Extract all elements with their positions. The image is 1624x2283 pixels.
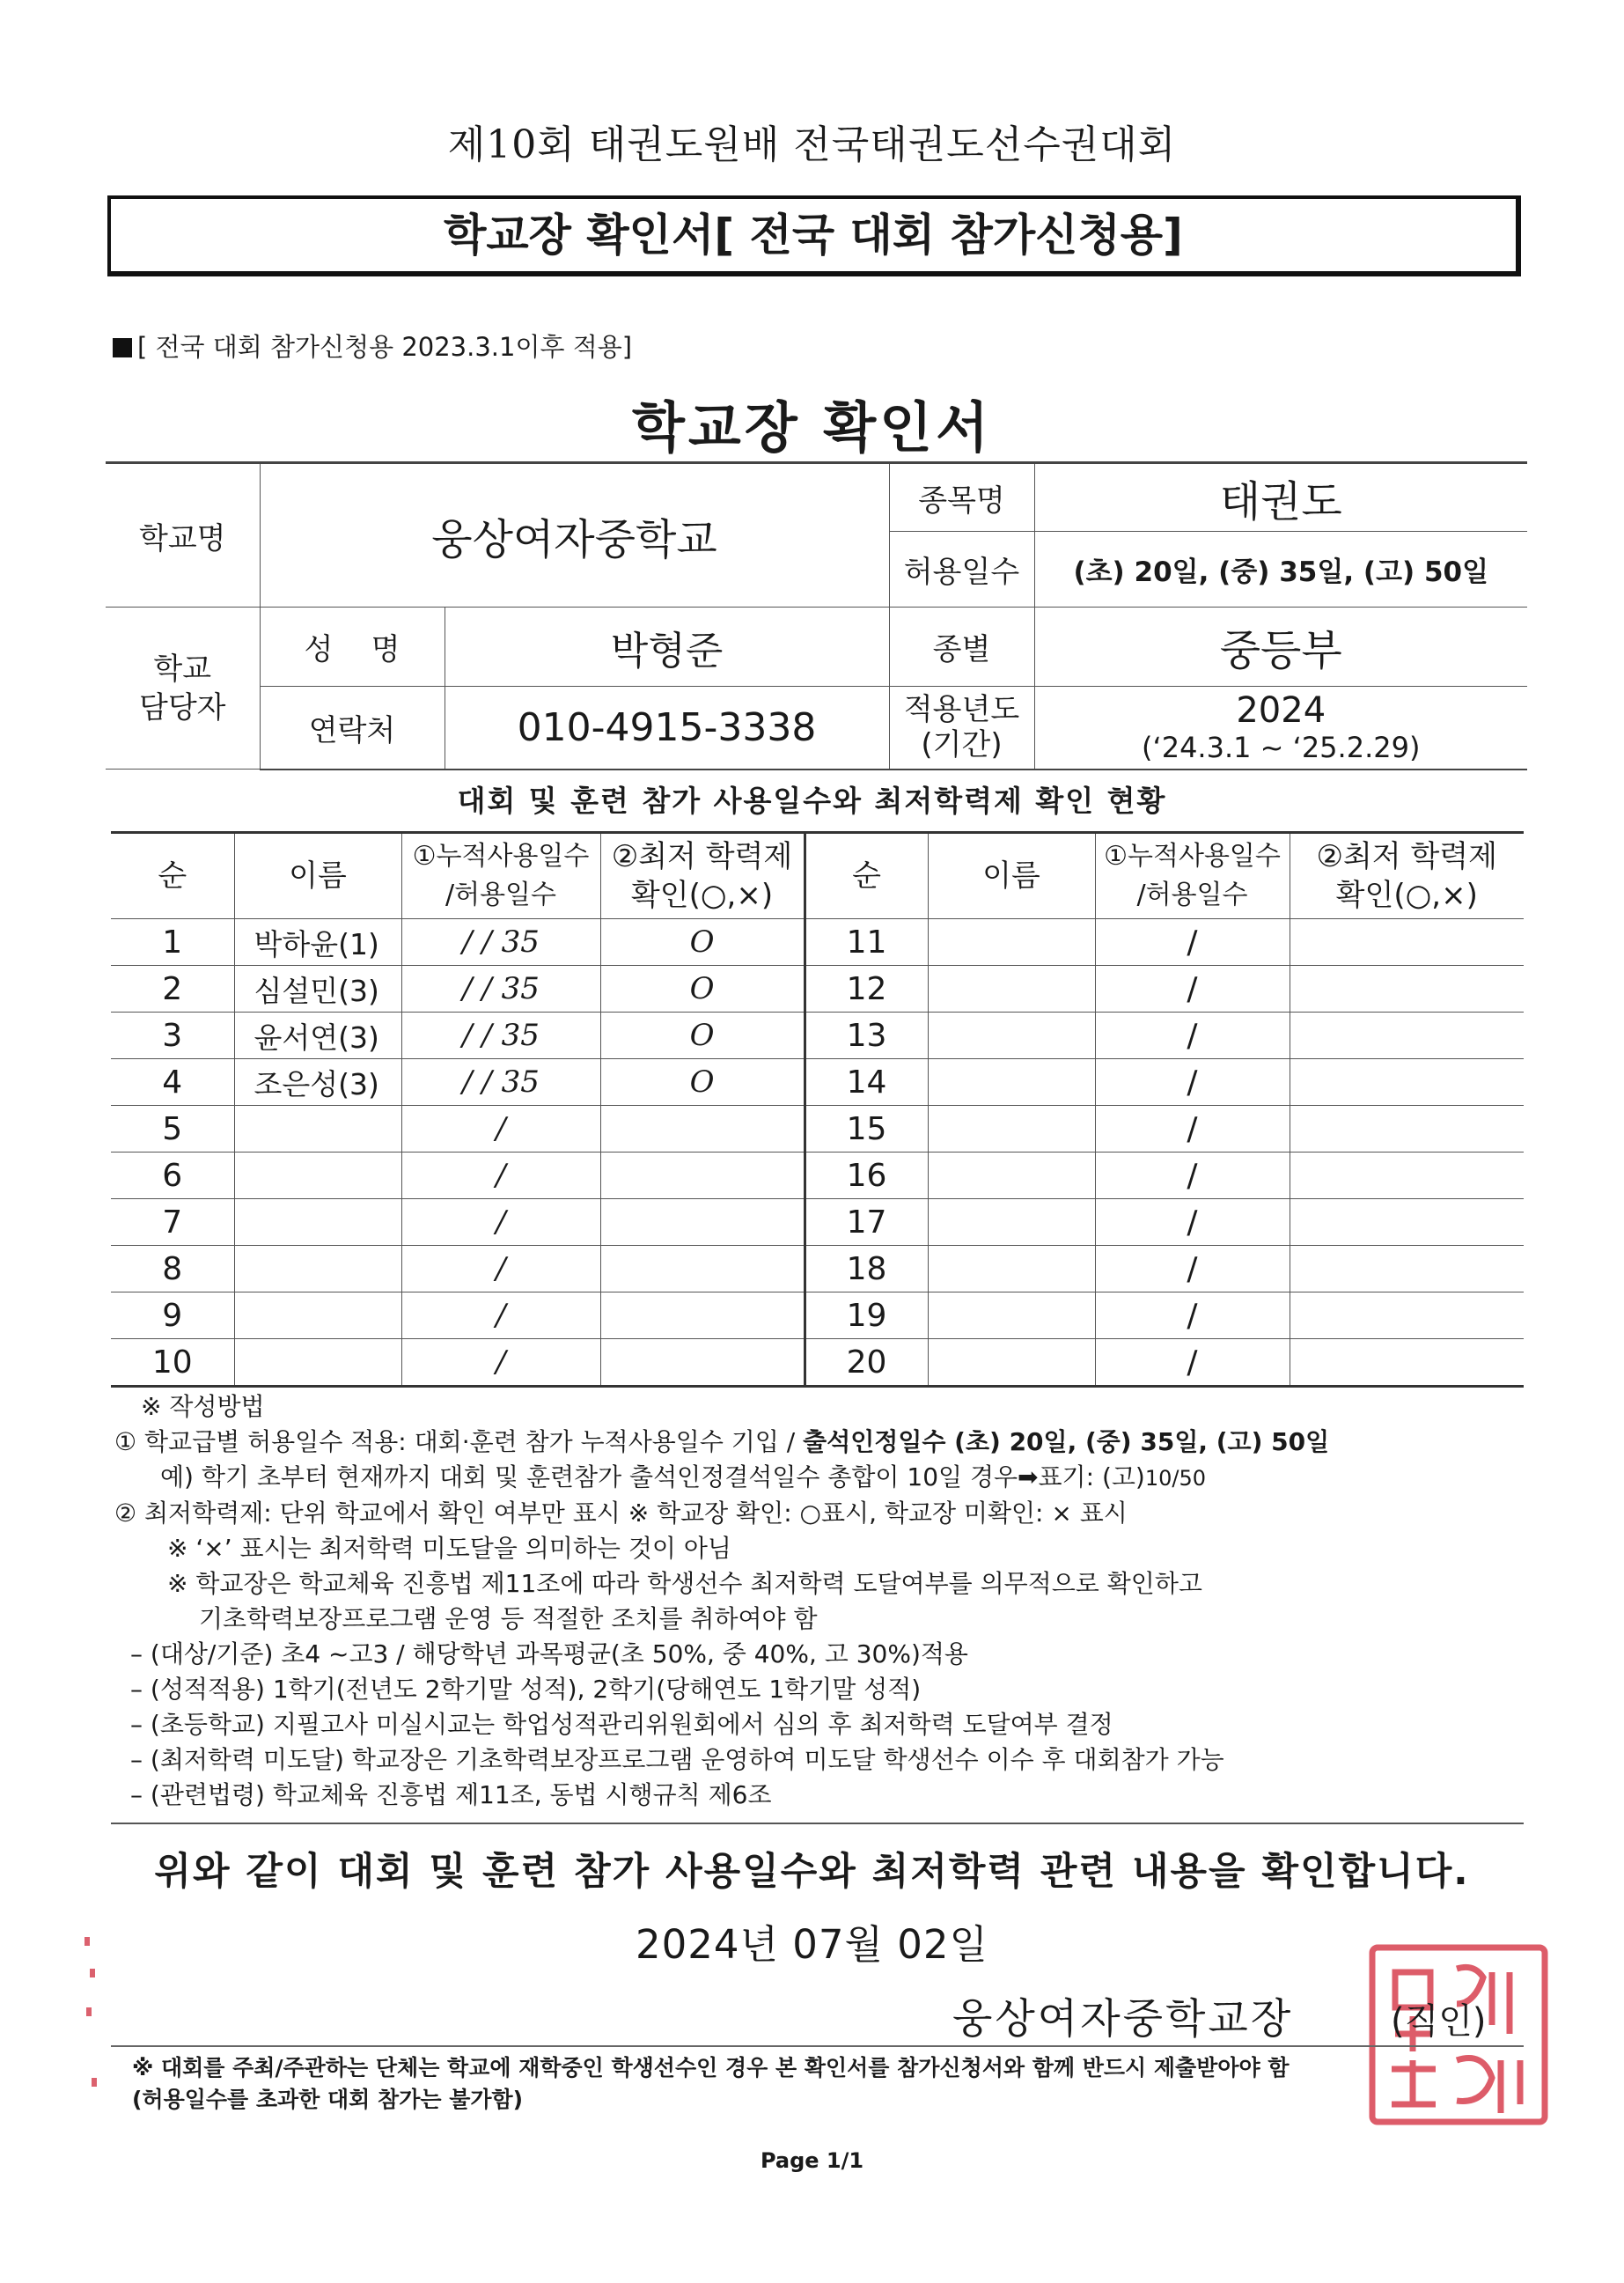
row-number: 12 bbox=[805, 966, 928, 1013]
table-row bbox=[111, 1292, 1524, 1339]
row-number: 13 bbox=[805, 1013, 928, 1059]
student-name bbox=[928, 966, 1095, 1013]
application-year-cell bbox=[1034, 687, 1527, 770]
method-line-4: ※ ‘×’ 표시는 최저학력 미도달을 의미하는 것이 아님 bbox=[167, 1534, 731, 1563]
col-header-name: 이름 bbox=[234, 833, 401, 919]
scan-mark bbox=[92, 2078, 97, 2087]
academic-check bbox=[1290, 1246, 1524, 1292]
footer-divider bbox=[111, 2045, 1524, 2047]
student-name bbox=[234, 1339, 401, 1387]
used-days: / bbox=[1095, 966, 1290, 1013]
principal-name: 웅상여자중학교장 bbox=[952, 1995, 1294, 2044]
page-title: 학교장 확인서 bbox=[632, 395, 992, 460]
used-days: / bbox=[1095, 919, 1290, 966]
submission-note-line-2: (허용일수를 초과한 대회 참가는 불가함) bbox=[132, 2087, 524, 2112]
scan-mark bbox=[90, 1969, 95, 1977]
student-name: 박하윤(1) bbox=[234, 919, 401, 966]
contact-value: 010-4915-3338 bbox=[445, 687, 889, 770]
academic-check bbox=[600, 1199, 805, 1246]
row-number: 20 bbox=[805, 1339, 928, 1387]
writing-method bbox=[114, 1389, 1540, 1813]
academic-check bbox=[600, 1153, 805, 1199]
section-divider bbox=[111, 1823, 1524, 1824]
used-days: / bbox=[1095, 1292, 1290, 1339]
method-line-1-text: ① 학교급별 허용일수 적용: 대회·훈련 참가 누적사용일수 기입 / bbox=[114, 1427, 804, 1456]
col-header-academic-right: ②최저 학력제 확인(○,×) bbox=[1290, 833, 1524, 919]
application-year-label: 적용년도 (기간) bbox=[889, 687, 1034, 770]
col-header-days: ①누적사용일수 /허용일수 bbox=[401, 833, 600, 919]
academic-check bbox=[600, 1246, 805, 1292]
row-number: 7 bbox=[111, 1199, 234, 1246]
row-number: 6 bbox=[111, 1153, 234, 1199]
row-number: 4 bbox=[111, 1059, 234, 1106]
row-number: 17 bbox=[805, 1199, 928, 1246]
used-days: / bbox=[401, 1153, 600, 1199]
academic-check bbox=[1290, 1153, 1524, 1199]
method-line-2-tail: 10/50 bbox=[1144, 1466, 1207, 1491]
academic-check bbox=[1290, 1292, 1524, 1339]
division-label: 종별 bbox=[889, 608, 1034, 687]
row-number: 10 bbox=[111, 1339, 234, 1387]
row-number: 1 bbox=[111, 919, 234, 966]
manager-name-value: 박형준 bbox=[445, 608, 889, 687]
used-days: / / 35 bbox=[401, 966, 600, 1013]
academic-check: O bbox=[600, 919, 805, 966]
table-row bbox=[111, 1059, 1524, 1106]
school-info-table bbox=[106, 461, 1527, 770]
used-days: / / 35 bbox=[401, 919, 600, 966]
event-title: 제10회 태권도원배 전국태권도선수권대회 bbox=[447, 122, 1177, 167]
academic-check bbox=[1290, 1106, 1524, 1153]
applicability-note-text: [ 전국 대회 참가신청용 2023.3.1이후 적용] bbox=[137, 332, 633, 362]
method-heading: ※ 작성방법 bbox=[141, 1392, 265, 1421]
method-line-9: – (초등학교) 지필고사 미실시교는 학업성적관리위원회에서 심의 후 최저학력 도달여부 결정 bbox=[130, 1710, 1113, 1739]
method-line-1 bbox=[114, 1425, 1540, 1460]
table-row bbox=[111, 919, 1524, 966]
col-header-academic: ②최저 학력제 확인(○,×) bbox=[600, 833, 805, 919]
used-days: / bbox=[401, 1339, 600, 1387]
row-number: 5 bbox=[111, 1106, 234, 1153]
method-line-2 bbox=[114, 1460, 1540, 1496]
student-name: 조은성(3) bbox=[234, 1059, 401, 1106]
row-number: 18 bbox=[805, 1246, 928, 1292]
used-days: / bbox=[401, 1106, 600, 1153]
row-number: 9 bbox=[111, 1292, 234, 1339]
row-number: 11 bbox=[805, 919, 928, 966]
allowed-days-value: (초) 20일, (중) 35일, (고) 50일 bbox=[1034, 532, 1527, 608]
academic-check bbox=[1290, 919, 1524, 966]
method-line-2-text: 예) 학기 초부터 현재까지 대회 및 훈련참가 출석인정결석일수 총합이 10일 경우➡표기: (고) bbox=[160, 1462, 1145, 1491]
method-line-5: ※ 학교장은 학교체육 진흥법 제11조에 따라 학생선수 최저학력 도달여부를 의무적으로 확인하고 bbox=[167, 1569, 1202, 1598]
student-name bbox=[928, 1199, 1095, 1246]
method-line-8: – (성적적용) 1학기(전년도 2학기말 성적), 2학기(당해연도 1학기말 성적) bbox=[130, 1675, 922, 1704]
school-name-value: 웅상여자중학교 bbox=[260, 463, 889, 608]
used-days: / / 35 bbox=[401, 1013, 600, 1059]
application-year-value: 2024 bbox=[1236, 690, 1326, 732]
row-number: 19 bbox=[805, 1292, 928, 1339]
contact-label: 연락처 bbox=[260, 687, 445, 770]
student-name bbox=[928, 1246, 1095, 1292]
submission-note-line-1: ※ 대회를 주최/주관하는 단체는 학교에 재학중인 학생선수인 경우 본 확인서를 참가신청서와 함께 반드시 제출받아야 함 bbox=[132, 2055, 1290, 2080]
division-value: 중등부 bbox=[1034, 608, 1527, 687]
academic-check: O bbox=[600, 1013, 805, 1059]
academic-check bbox=[600, 1106, 805, 1153]
status-section-title: 대회 및 훈련 참가 사용일수와 최저학력제 확인 현황 bbox=[457, 784, 1167, 818]
issue-date: 2024년 07월 02일 bbox=[635, 1921, 989, 1968]
table-row bbox=[111, 1106, 1524, 1153]
method-line-11: – (관련법령) 학교체육 진흥법 제11조, 동법 시행규칙 제6조 bbox=[130, 1780, 772, 1809]
used-days: / bbox=[1095, 1013, 1290, 1059]
method-line-1-bold: 출석인정일수 (초) 20일, (중) 35일, (고) 50일 bbox=[803, 1427, 1330, 1456]
scan-mark bbox=[86, 2007, 92, 2016]
used-days: / bbox=[1095, 1059, 1290, 1106]
student-name bbox=[234, 1153, 401, 1199]
table-row bbox=[111, 1013, 1524, 1059]
student-name bbox=[928, 1153, 1095, 1199]
used-days: / bbox=[1095, 1246, 1290, 1292]
col-header-days-right: ①누적사용일수 /허용일수 bbox=[1095, 833, 1290, 919]
applicability-note bbox=[113, 328, 632, 364]
academic-check bbox=[600, 1339, 805, 1387]
row-number: 14 bbox=[805, 1059, 928, 1106]
student-name bbox=[928, 1059, 1095, 1106]
used-days: / / 35 bbox=[401, 1059, 600, 1106]
table-row bbox=[111, 1339, 1524, 1387]
row-number: 2 bbox=[111, 966, 234, 1013]
used-days: / bbox=[401, 1246, 600, 1292]
school-manager-label: 학교 담당자 bbox=[106, 608, 260, 770]
student-name bbox=[928, 919, 1095, 966]
school-name-label: 학교명 bbox=[106, 463, 260, 608]
used-days: / bbox=[1095, 1153, 1290, 1199]
academic-check bbox=[1290, 966, 1524, 1013]
student-name bbox=[234, 1199, 401, 1246]
student-name: 심설민(3) bbox=[234, 966, 401, 1013]
square-bullet-icon bbox=[113, 338, 132, 357]
sport-label: 종목명 bbox=[889, 463, 1034, 532]
used-days: / bbox=[401, 1292, 600, 1339]
academic-check bbox=[1290, 1059, 1524, 1106]
seal-label: (직인) bbox=[1391, 2001, 1487, 2042]
table-row bbox=[111, 1153, 1524, 1199]
method-line-3: ② 최저학력제: 단위 학교에서 확인 여부만 표시 ※ 학교장 확인: ○표시, 학교장 미확인: × 표시 bbox=[114, 1499, 1128, 1528]
used-days: / bbox=[1095, 1106, 1290, 1153]
col-header-no-right: 순 bbox=[805, 833, 928, 919]
col-header-name-right: 이름 bbox=[928, 833, 1095, 919]
manager-name-label: 성 명 bbox=[260, 608, 445, 687]
academic-check: O bbox=[600, 966, 805, 1013]
row-number: 15 bbox=[805, 1106, 928, 1153]
status-table bbox=[111, 831, 1524, 1388]
row-number: 16 bbox=[805, 1153, 928, 1199]
academic-check bbox=[1290, 1339, 1524, 1387]
student-name bbox=[928, 1292, 1095, 1339]
method-line-6: 기초학력보장프로그램 운영 등 적절한 조치를 취하여야 함 bbox=[199, 1604, 818, 1633]
academic-check bbox=[1290, 1013, 1524, 1059]
confirmation-statement: 위와 같이 대회 및 훈련 참가 사용일수와 최저학력 관련 내용을 확인합니다. bbox=[154, 1850, 1470, 1894]
table-row bbox=[111, 1246, 1524, 1292]
scan-mark bbox=[85, 1937, 90, 1946]
allowed-days-label: 허용일수 bbox=[889, 532, 1034, 608]
academic-check: O bbox=[600, 1059, 805, 1106]
student-name bbox=[234, 1246, 401, 1292]
used-days: / bbox=[401, 1199, 600, 1246]
sport-value: 태권도 bbox=[1034, 463, 1527, 532]
method-line-7: – (대상/기준) 초4 ~고3 / 해당학년 과목평균(초 50%, 중 40%, 고 30%)적용 bbox=[130, 1639, 968, 1668]
student-name bbox=[928, 1339, 1095, 1387]
used-days: / bbox=[1095, 1199, 1290, 1246]
student-name: 윤서연(3) bbox=[234, 1013, 401, 1059]
student-name bbox=[234, 1292, 401, 1339]
row-number: 3 bbox=[111, 1013, 234, 1059]
table-row bbox=[111, 966, 1524, 1013]
academic-check bbox=[1290, 1199, 1524, 1246]
row-number: 8 bbox=[111, 1246, 234, 1292]
table-row bbox=[111, 1199, 1524, 1246]
col-header-no: 순 bbox=[111, 833, 234, 919]
method-line-10: – (최저학력 미도달) 학교장은 기초학력보장프로그램 운영하여 미도달 학생선수 이수 후 대회참가 가능 bbox=[130, 1745, 1224, 1774]
submission-note bbox=[132, 2052, 1290, 2116]
used-days: / bbox=[1095, 1339, 1290, 1387]
student-name bbox=[928, 1106, 1095, 1153]
student-name bbox=[234, 1106, 401, 1153]
form-box-title: 학교장 확인서[ 전국 대회 참가신청용] bbox=[107, 195, 1521, 276]
application-period-value: (‘24.3.1 ~ ‘25.2.29) bbox=[1142, 731, 1421, 765]
academic-check bbox=[600, 1292, 805, 1339]
student-name bbox=[928, 1013, 1095, 1059]
page-number: Page 1/1 bbox=[760, 2148, 864, 2173]
